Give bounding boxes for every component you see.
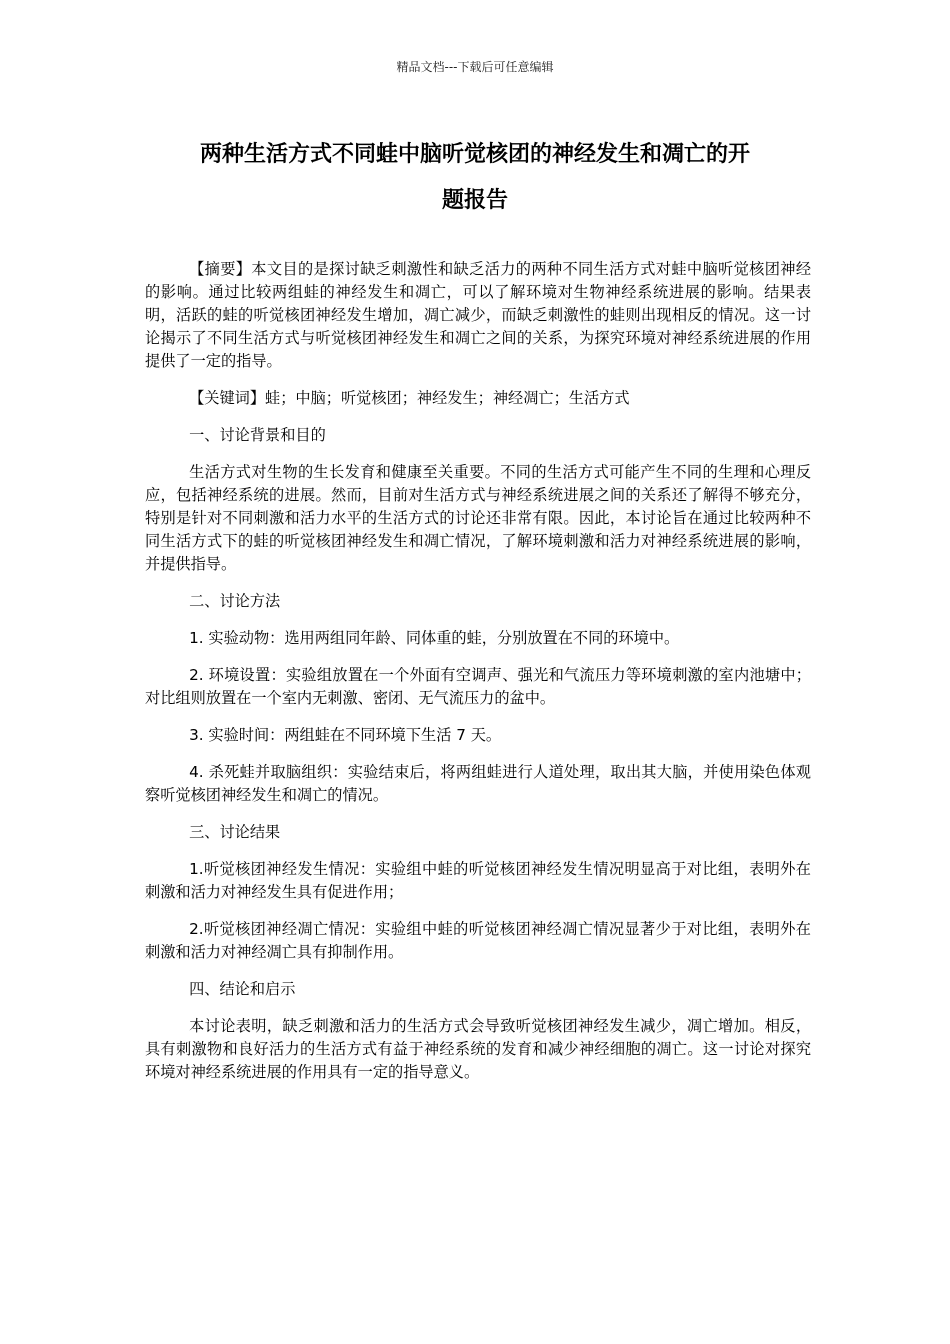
background-paragraph: 生活方式对生物的生长发育和健康至关重要。不同的生活方式可能产生不同的生理和心理反应，包括神经系统的进展。然而，目前对生活方式与神经系统进展之间的关系还了解得不够充分，特别是针对不同刺激和活力水平的生活方式的讨论还非常有限。因此，本讨论旨在通过比较两种不同生活方式下的蛙的听觉核团神经发生和凋亡情况，了解环境刺激和活力对神经系统进展的影响，并提供指导。 xyxy=(145,463,811,573)
document-title xyxy=(140,132,810,224)
keywords-paragraph: 【关键词】蛙；中脑；听觉核团；神经发生；神经凋亡；生活方式 xyxy=(189,389,630,407)
abstract-paragraph: 【摘要】本文目的是探讨缺乏刺激性和缺乏活力的两种不同生活方式对蛙中脑听觉核团神经的影响。通过比较两组蛙的神经发生和凋亡，可以了解环境对生物神经系统进展的影响。结果表明，活跃的蛙的听觉核团神经发生增加，凋亡减少，而缺乏刺激性的蛙则出现相反的情况。这一讨论揭示了不同生活方式与听觉核团神经发生和凋亡之间的关系，为探究环境对神经系统进展的作用提供了一定的指导。 xyxy=(145,260,811,370)
section-heading-results: 三、讨论结果 xyxy=(189,823,281,841)
method-item-2: 2. 环境设置：实验组放置在一个外面有空调声、强光和气流压力等环境刺激的室内池塘中；对比组则放置在一个室内无刺激、密闭、无气流压力的盆中。 xyxy=(145,666,811,707)
section-heading-background: 一、讨论背景和目的 xyxy=(189,426,326,444)
result-item-2: 2.听觉核团神经凋亡情况：实验组中蛙的听觉核团神经凋亡情况显著少于对比组，表明外在刺激和活力对神经凋亡具有抑制作用。 xyxy=(145,920,811,961)
document-body xyxy=(145,258,811,1098)
section-heading-conclusion: 四、结论和启示 xyxy=(189,980,296,998)
section-heading-methods: 二、讨论方法 xyxy=(189,592,281,610)
method-item-4: 4. 杀死蛙并取脑组织：实验结束后，将两组蛙进行人道处理，取出其大脑，并使用染色体观察听觉核团神经发生和凋亡的情况。 xyxy=(145,763,811,804)
result-item-1: 1.听觉核团神经发生情况：实验组中蛙的听觉核团神经发生情况明显高于对比组，表明外在刺激和活力对神经发生具有促进作用； xyxy=(145,860,811,901)
method-item-1: 1. 实验动物：选用两组同年龄、同体重的蛙，分别放置在不同的环境中。 xyxy=(189,629,680,647)
document-header-note: 精品文档---下载后可任意编辑 xyxy=(396,60,554,74)
conclusion-paragraph: 本讨论表明，缺乏刺激和活力的生活方式会导致听觉核团神经发生减少，凋亡增加。相反，具有刺激物和良好活力的生活方式有益于神经系统的发育和减少神经细胞的凋亡。这一讨论对探究环境对神经系统进展的作用具有一定的指导意义。 xyxy=(145,1017,811,1081)
title-line-2: 题报告 xyxy=(441,188,508,213)
method-item-3: 3. 实验时间：两组蛙在不同环境下生活 7 天。 xyxy=(189,726,502,744)
title-line-1: 两种生活方式不同蛙中脑听觉核团的神经发生和凋亡的开 xyxy=(199,142,750,167)
